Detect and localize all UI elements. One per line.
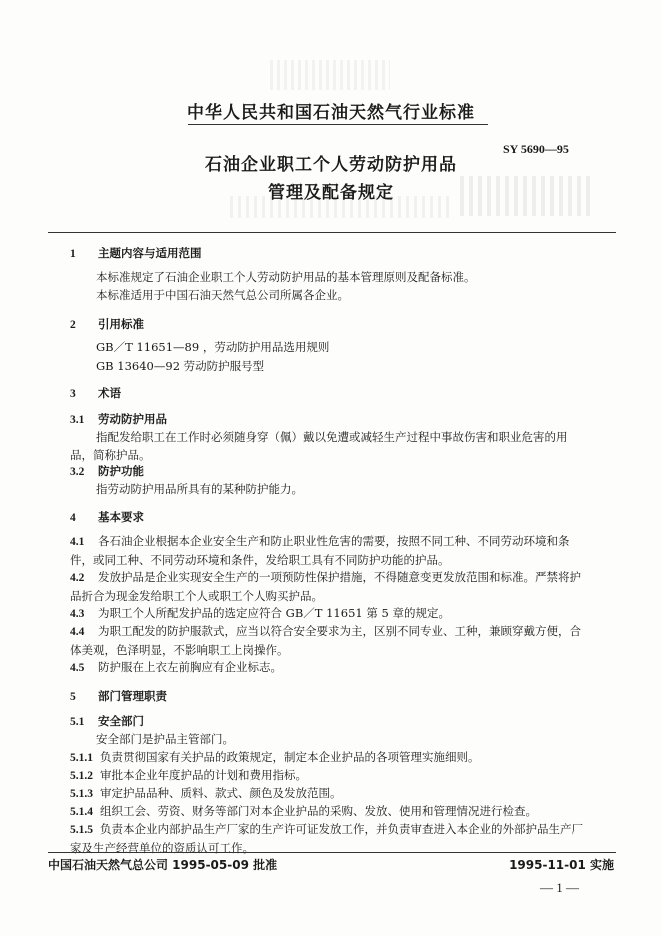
clause-number: 4.3 (70, 608, 85, 620)
clause-5-1-3 (70, 784, 342, 803)
clause-text: 发放护品是企业实现安全生产的一项预防性保护措施，不得随意变更发放范围和标准。严禁将护品折合为现金发给职工个人或职工个人购买护品。 (70, 570, 581, 603)
implementation-date: 1995-11-01 实施 (509, 858, 614, 872)
clause-number: 4.4 (70, 626, 85, 638)
clause-number: 3.2 (70, 466, 85, 478)
clause-number: 5.1.5 (70, 824, 93, 836)
clause-text: 为职工配发的防护服款式，应当以符合安全要求为主，区别不同专业、工种，兼顾穿戴方便，合体美观，色泽明显，不影响职工上岗操作。 (70, 624, 581, 657)
clause-5-1-heading (70, 712, 144, 731)
reference-2: GB 13640—92 劳动防护服号型 (96, 359, 265, 373)
term-title: 劳动防护用品 (98, 412, 167, 426)
clause-number: 4.2 (70, 572, 85, 584)
section-3-heading (70, 384, 121, 403)
clause-text: 负责贯彻国家有关护品的政策规定，制定本企业护品的各项管理实施细则。 (100, 750, 480, 764)
term-3-2-heading (70, 462, 144, 481)
clause-4-3 (70, 604, 590, 623)
section-title: 基本要求 (98, 510, 144, 524)
footer-rule (48, 852, 616, 853)
section-number: 2 (70, 319, 76, 331)
section-number: 1 (70, 248, 76, 260)
section-number: 4 (70, 512, 76, 524)
clause-number: 3.1 (70, 414, 85, 426)
term-3-2-definition: 指劳动防护用品所具有的某种防护能力。 (96, 482, 303, 496)
document-title-line1: 石油企业职工个人劳动防护用品 (205, 155, 457, 175)
page-number: — 1 — (540, 880, 579, 895)
clause-number: 5.1.3 (70, 788, 93, 800)
clause-text: 审批本企业年度护品的计划和费用指标。 (100, 768, 307, 782)
clause-number: 4.1 (70, 536, 85, 548)
section-5-heading (70, 687, 167, 706)
document-title-line2: 管理及配备规定 (268, 183, 394, 203)
term-3-1-heading (70, 410, 167, 429)
clause-number: 5.1 (70, 716, 85, 728)
clause-text: 为职工个人所配发护品的选定应符合 GB／T 11651 第 5 章的规定。 (98, 606, 450, 620)
section-title: 主题内容与适用范围 (98, 246, 202, 260)
clause-text: 组织工会、劳资、财务等部门对本企业护品的采购、发放、使用和管理情况进行检查。 (100, 804, 537, 818)
clause-number: 4.5 (70, 662, 85, 674)
section-number: 5 (70, 691, 76, 703)
clause-5-1-4 (70, 802, 537, 821)
clause-4-1 (70, 532, 590, 569)
title-rule (48, 232, 616, 233)
clause-text: 各石油企业根据本企业安全生产和防止职业性危害的需要，按照不同工种、不同劳动环境和条件，或同工种、不同劳动环境和条件，发给职工具有不同防护功能的护品。 (70, 534, 570, 567)
section-4-heading (70, 508, 144, 527)
section-title: 术语 (98, 386, 121, 400)
section-1-para2: 本标准适用于中国石油天然气总公司所属各企业。 (96, 288, 349, 302)
header-rule (188, 124, 488, 125)
clause-5-1-text: 安全部门是护品主管部门。 (96, 732, 234, 746)
clause-5-1-1 (70, 748, 480, 767)
term-3-1-definition: 指配发给职工在工作时必须随身穿（佩）戴以免遭或减轻生产过程中事故伤害和职业危害的用品，简称护品。 (70, 430, 568, 462)
section-number: 3 (70, 388, 76, 400)
clause-title: 安全部门 (98, 714, 144, 728)
section-title: 部门管理职责 (98, 689, 167, 703)
clause-4-5 (70, 658, 590, 677)
clause-number: 5.1.2 (70, 770, 93, 782)
clause-number: 5.1.1 (70, 752, 93, 764)
term-title: 防护功能 (98, 464, 144, 478)
clause-text: 审定护品品种、质料、款式、颜色及发放范围。 (100, 786, 342, 800)
clause-5-1-2 (70, 766, 307, 785)
clause-4-4 (70, 622, 590, 659)
clause-text: 负责本企业内部护品生产厂家的生产许可证发放工作，并负责审查进入本企业的外部护品生产厂家及生产经营单位的资质认可工作。 (70, 822, 583, 855)
section-1-heading (70, 244, 202, 263)
issuing-organization: 中华人民共和国石油天然气行业标准 (187, 103, 475, 123)
section-title: 引用标准 (98, 317, 144, 331)
clause-text: 防护服在上衣左前胸应有企业标志。 (98, 660, 282, 674)
scan-noise-top (270, 60, 390, 90)
standard-number: SY 5690—95 (503, 142, 569, 156)
section-2-heading (70, 315, 144, 334)
approval-line: 中国石油天然气总公司 1995-05-09 批准 (48, 858, 278, 872)
reference-1: GB／T 11651—89 ，劳动防护用品选用规则 (96, 340, 330, 354)
section-1-para1: 本标准规定了石油企业职工个人劳动防护用品的基本管理原则及配备标准。 (96, 270, 476, 284)
clause-4-2 (70, 568, 590, 605)
clause-number: 5.1.4 (70, 806, 93, 818)
